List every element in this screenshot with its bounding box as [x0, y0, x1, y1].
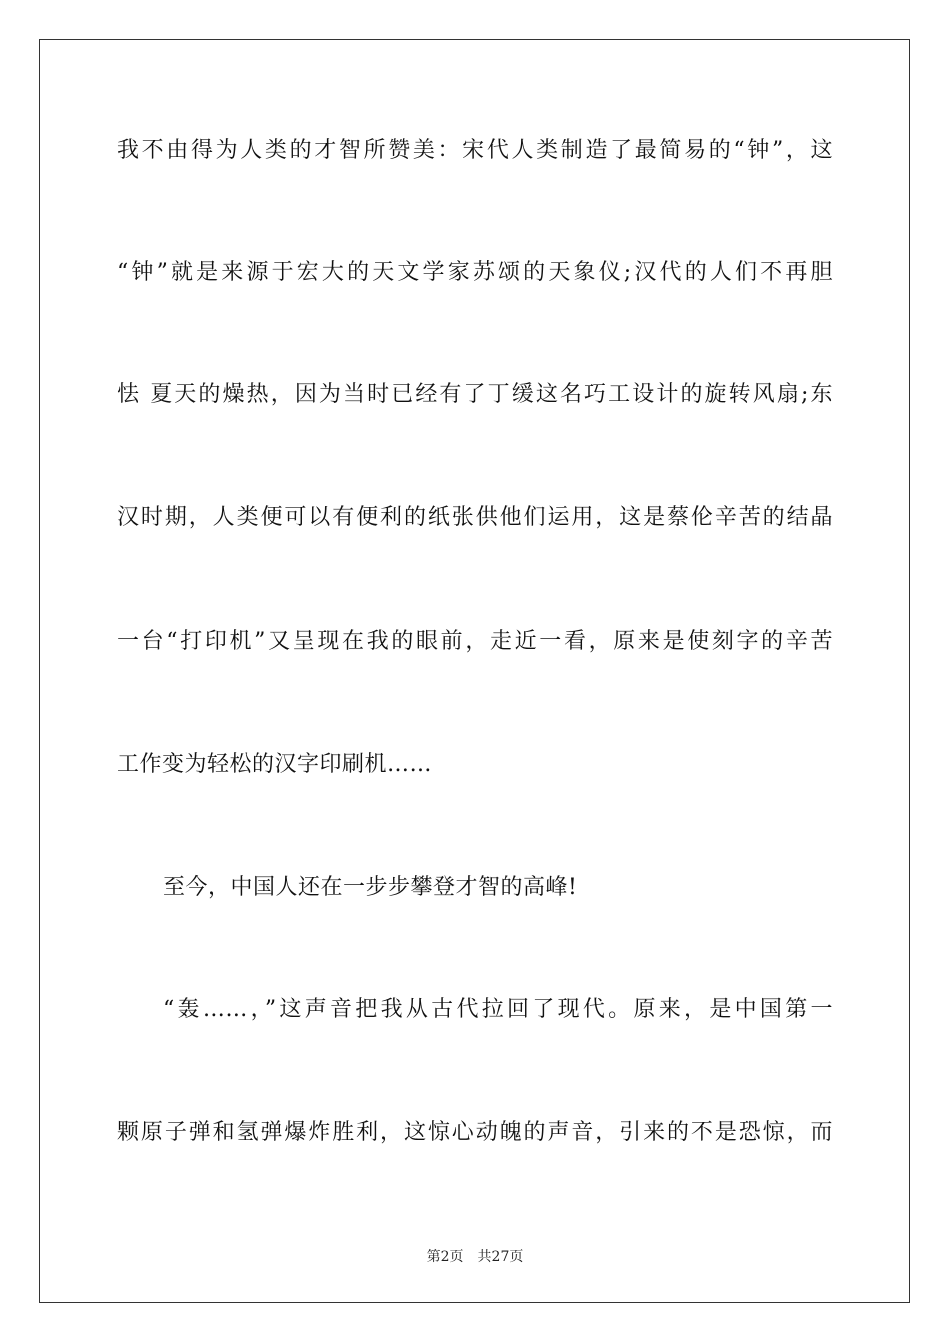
paragraph-line: “轰……，”这声音把我从古代拉回了现代。原来，是中国第一	[163, 997, 833, 1022]
text-line: 怯 夏天的燥热，因为当时已经有了丁缓这名巧工设计的旋转风扇;东	[117, 382, 833, 407]
text-line: 汉时期，人类便可以有便利的纸张供他们运用，这是蔡伦辛苦的结晶	[117, 505, 833, 530]
page-footer	[0, 1248, 950, 1266]
page-total: 共27页	[477, 1249, 524, 1265]
text-line: “钟”就是来源于宏大的天文学家苏颂的天象仪;汉代的人们不再胆	[117, 260, 833, 285]
page-border	[39, 39, 910, 1303]
paragraph-line: 至今，中国人还在一步步攀登才智的高峰!	[163, 875, 578, 900]
text-line: 颗原子弹和氢弹爆炸胜利，这惊心动魄的声音，引来的不是恐惊，而	[117, 1120, 833, 1145]
text-line: 我不由得为人类的才智所赞美：宋代人类制造了最简易的“钟”，这	[117, 138, 833, 163]
text-line: 工作变为轻松的汉字印刷机……	[117, 752, 433, 777]
page-number: 第2页	[426, 1249, 464, 1265]
text-line: 一台“打印机”又呈现在我的眼前，走近一看，原来是使刻字的辛苦	[117, 629, 833, 654]
